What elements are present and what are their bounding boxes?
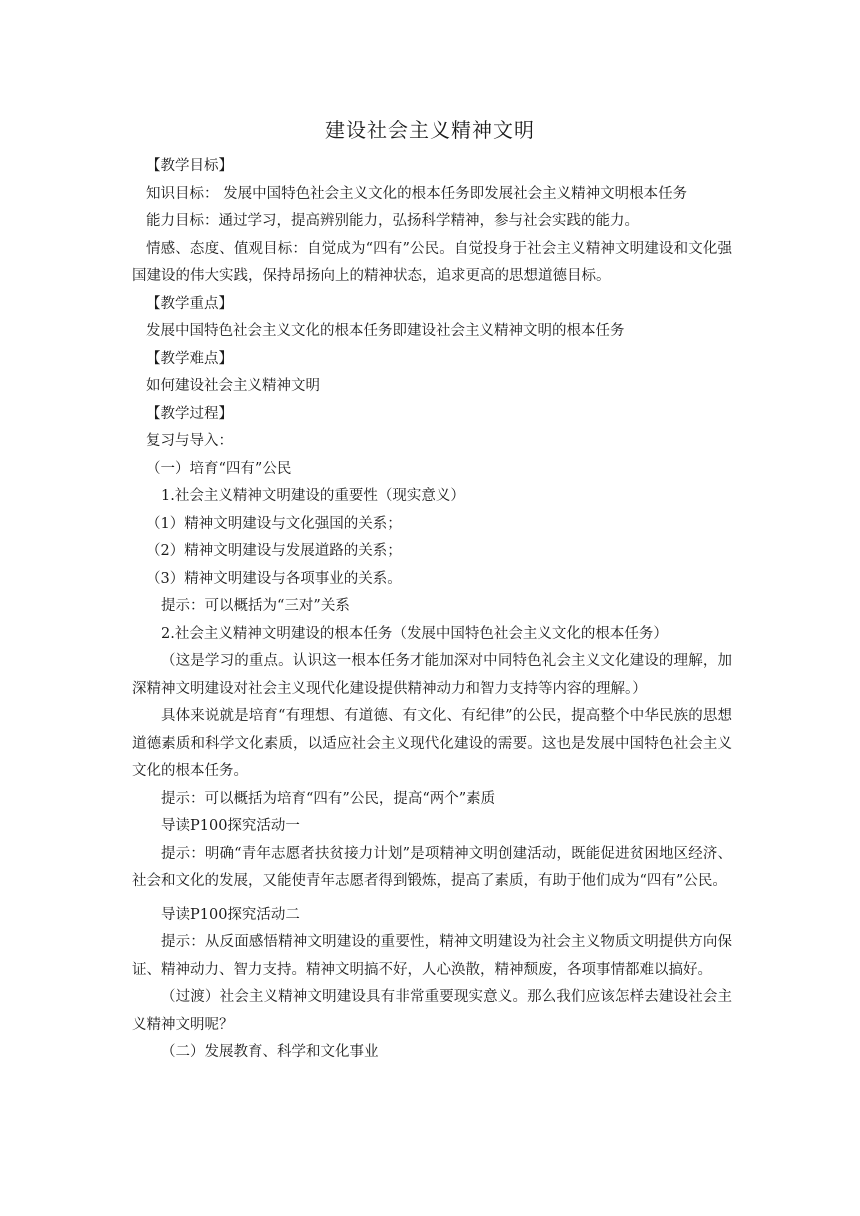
paragraph-specifics: 具体来说就是培育“有理想、有道德、有文化、有纪律”的公民，提高整个中华民族的思想道德素质和科学文化素质，以适应社会主义现代化建设的需要。这也是发展中国特色社会主义文化的根本任务。 <box>132 708 732 779</box>
hint-activity-2: 提示：从反面感悟精神文明建设的重要性，精神文明建设为社会主义物质文明提供方向保证、精神动力、智力支持。精神文明搞不好，人心涣散，精神颓废，各项事情都难以搞好。 <box>132 934 732 978</box>
paragraph-emotion-goal: 情感、态度、值观目标：自觉成为“四有”公民。自觉投身于社会主义精神文明建设和文化强国建设的伟大实践，保持昂扬向上的精神状态，追求更高的思想道德目标。 <box>132 240 732 284</box>
section-heading-difficulties: 【教学难点】 <box>146 350 233 367</box>
subheading-four-haves: （一）培育“四有”公民 <box>146 460 292 477</box>
reading-activity-1: 导读P100探究活动一 <box>161 818 300 834</box>
section-heading-key-points: 【教学重点】 <box>146 295 233 312</box>
document-body <box>132 153 732 1067</box>
reading-activity-2: 导读P100探究活动二 <box>161 906 300 923</box>
paragraph-importance: 1.社会主义精神文明建设的重要性（现实意义） <box>161 488 465 504</box>
paragraph-fundamental-task: 2.社会主义精神文明建设的根本任务（发展中国特色社会主义文化的根本任务） <box>161 625 668 642</box>
section-heading-process: 【教学过程】 <box>146 405 233 422</box>
paragraph-transition: （过渡）社会主义精神文明建设具有非常重要现实意义。那么我们应该怎样去建设社会主义精神文明呢？ <box>132 989 732 1033</box>
section-heading-objectives: 【教学目标】 <box>146 158 233 174</box>
paragraph-ability-goal: 能力目标：通过学习，提高辨别能力，弘扬科学精神，参与社会实践的能力。 <box>146 213 639 229</box>
list-item-2: （2）精神文明建设与发展道路的关系； <box>146 543 402 559</box>
hint-activity-1: 提示：明确“青年志愿者扶贫接力计划”是项精神文明创建活动，既能促进贫困地区经济、社会和文化的发展，又能使青年志愿者得到锻炼，提高了素质，有助于他们成为“四有”公民。 <box>132 845 732 889</box>
paragraph-key-note: （这是学习的重点。认识这一根本任务才能加深对中同特色礼会主义文化建设的理解，加深精神文明建设对社会主义现代化建设提供精神动力和智力支持等内容的理解。） <box>132 653 732 697</box>
paragraph-knowledge-goal: 知识目标： 发展中国特色社会主义文化的根本任务即发展社会主义精神文明根本任务 <box>146 185 688 202</box>
document-title: 建设社会主义精神文明 <box>325 118 535 142</box>
list-item-3: （3）精神文明建设与各项事业的关系。 <box>146 570 402 587</box>
paragraph-review-intro: 复习与导入： <box>146 433 233 449</box>
hint-three-relations: 提示：可以概括为“三对”关系 <box>161 598 350 614</box>
paragraph-key-point: 发展中国特色社会主义文化的根本任务即建设社会主义精神文明的根本任务 <box>146 323 625 339</box>
subheading-education-science: （二）发展教育、科学和文化事业 <box>161 1044 379 1060</box>
paragraph-difficulty: 如何建设社会主义精神文明 <box>146 378 320 394</box>
list-item-1: （1）精神文明建设与文化强国的关系； <box>146 515 402 532</box>
hint-two-qualities: 提示：可以概括为培育“四有”公民，提高“两个”素质 <box>161 790 496 807</box>
